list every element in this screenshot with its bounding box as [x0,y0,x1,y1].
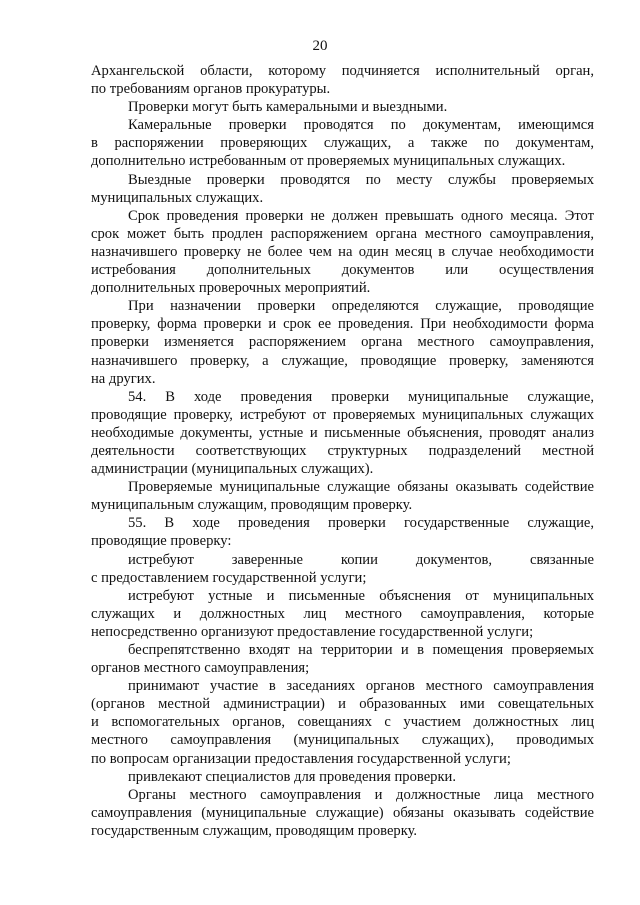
paragraph [91,297,594,387]
text-line: в распоряжении проверяющих служащих, а также по документам, [91,135,594,152]
text-line: При назначении проверки определяются служащие, проводящие [128,298,594,315]
text-line: дополнительно истребованным от проверяемых муниципальных служащих. [91,153,566,170]
paragraph [91,641,594,677]
text-line: Срок проведения проверки не должен превышать одного месяца. Этот [128,207,594,224]
text-line: Архангельской области, которому подчиняется исполнительный орган, [91,63,594,79]
paragraph [91,207,594,297]
text-line: 54. В ходе проведения проверки муниципальные служащие, [128,388,594,405]
paragraph [91,388,594,478]
text-line: служащих и должностных лиц местного самоуправления, которые [91,605,594,622]
text-line: дополнительных проверочных мероприятий. [91,280,371,297]
text-line: местного самоуправления (муниципальных служащих), проводимых [91,732,594,749]
paragraph [91,786,594,840]
text-line: беспрепятственно входят на территории и в помещения проверяемых [128,642,594,658]
text-line: принимают участие в заседаниях органов местного самоуправления [128,678,594,695]
text-line: истребуют заверенные копии документов, связанные [128,551,594,568]
paragraph [91,514,594,550]
text-line: Проверки могут быть камеральными и выездными. [128,99,448,116]
paragraph [91,677,594,767]
text-line: на других. [91,370,156,387]
text-line: Органы местного самоуправления и должностные лица местного [128,786,594,803]
text-line: Выездные проверки проводятся по месту службы проверяемых [128,171,594,188]
paragraph [91,551,594,587]
text-line: необходимые документы, устные и письменные объяснения, проводят анализ [91,424,594,441]
document-body [91,62,594,840]
text-line: по требованиям органов прокуратуры. [91,81,331,98]
text-line: проверки изменяется распоряжением органа местного самоуправления, [91,334,594,351]
text-line: истребования дополнительных документов или осуществления [91,262,594,279]
text-line: и вспомогательных органов, совещаниях с участием должностных лиц [91,714,594,731]
paragraph [91,98,594,116]
text-line: муниципальных служащих. [91,189,264,206]
text-line: назначившего проверку не более чем на один месяц в случае необходимости [91,243,594,260]
text-line: Камеральные проверки проводятся по документам, имеющимся [128,117,594,134]
paragraph [91,587,594,641]
paragraph [91,62,594,98]
text-line: администрации (муниципальных служащих). [91,461,374,478]
text-line: деятельности соответствующих структурных подразделений местной [91,442,594,459]
text-line: 55. В ходе проведения проверки государственные служащие, [128,515,594,532]
text-line: назначившего проверку, а служащие, проводящие проверку, заменяются [91,352,594,369]
paragraph [91,478,594,514]
text-line: органов местного самоуправления; [91,660,310,677]
paragraph [91,171,594,207]
text-line: муниципальным служащим, проводящим проверку. [91,497,413,514]
text-line: с предоставлением государственной услуги; [91,569,367,586]
text-line: привлекают специалистов для проведения проверки. [128,768,457,785]
text-line: проводящие проверку, истребуют от проверяемых муниципальных служащих [91,406,594,423]
text-line: государственным служащим, проводящим проверку. [91,822,418,839]
text-line: проводящие проверку: [91,533,232,550]
text-line: срок может быть продлен распоряжением органа местного самоуправления, [91,225,594,242]
text-line: проверку, форма проверки и срок ее проведения. При необходимости форма [91,316,594,333]
text-line: истребуют устные и письменные объяснения от муниципальных [128,587,594,604]
text-line: непосредственно организуют предоставление государственной услуги; [91,623,534,640]
text-line: Проверяемые муниципальные служащие обязаны оказывать содействие [128,479,594,496]
paragraph [91,116,594,170]
paragraph [91,768,594,786]
page-number: 20 [312,38,328,54]
text-line: (органов местной администрации) и образованных ими совещательных [91,696,594,713]
text-line: самоуправления (муниципальные служащие) обязаны оказывать содействие [91,804,594,821]
text-line: по вопросам организации предоставления государственной услуги; [91,750,511,767]
